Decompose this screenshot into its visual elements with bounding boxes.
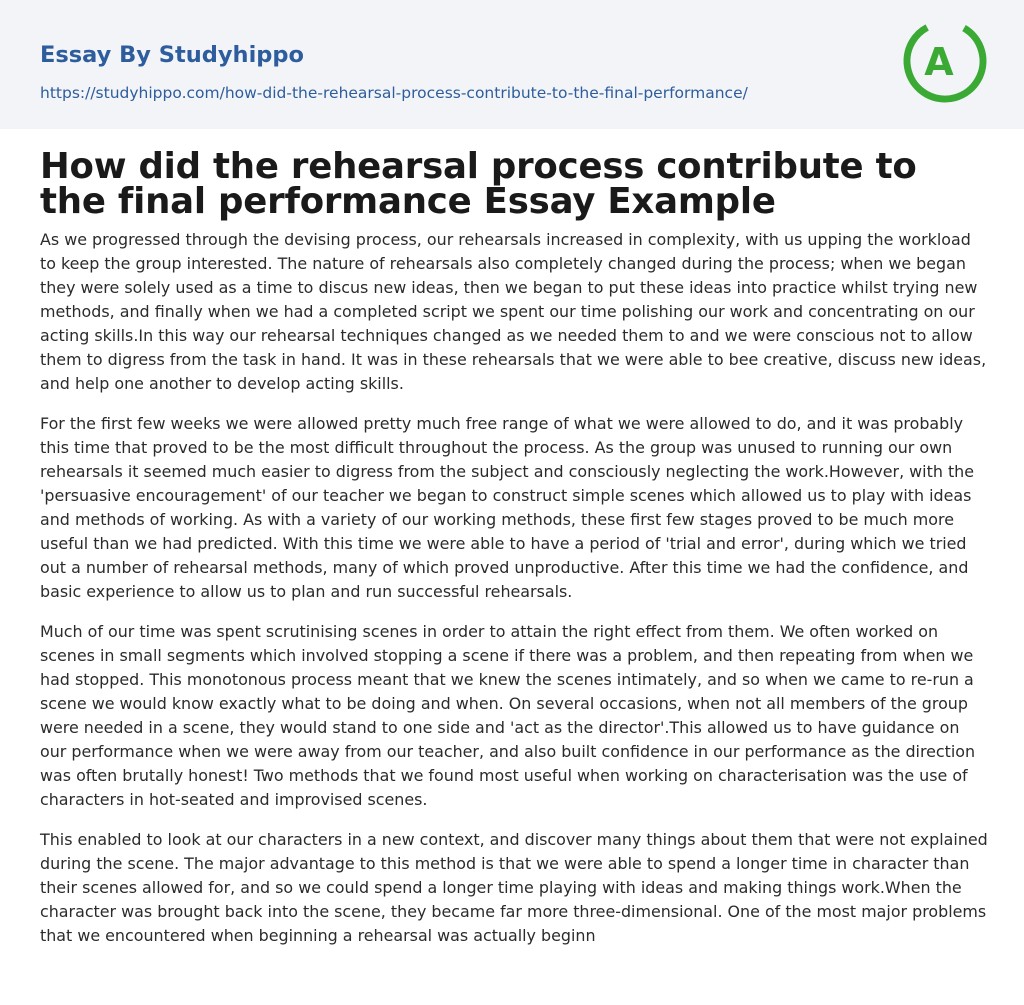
article-paragraph: As we progressed through the devising process, our rehearsals increased in complexity, with us upping the workload to keep the group interested. The nature of rehearsals also completely changed during the process; when we began they were solely used as a time to discus new ideas, then we began to put these ideas into practice whilst trying new methods, and finally when we had a completed script we spent our time polishing our work and concentrating on our acting skills.In this way our rehearsal techniques changed as we needed them to and we were conscious not to allow them to digress from the task in hand. It was in these rehearsals that we were able to bee creative, discuss new ideas, and help one another to develop acting skills. — [40, 230, 987, 393]
page-url-link[interactable]: https://studyhippo.com/how-did-the-rehearsal-process-contribute-to-the-final-performance/ — [40, 84, 748, 102]
article-paragraph: Much of our time was spent scrutinising scenes in order to attain the right effect from them. We often worked on scenes in small segments which involved stopping a scene if there was a problem, and then repeating from when we had stopped. This monotonous process meant that we knew the scenes intimately, and so when we came to re-run a scene we would know exactly what to be doing and when. On several occasions, when not all members of the group were needed in a scene, they would stand to one side and 'act as the director'.This allowed us to have guidance on our performance when we were away from our teacher, and also built confidence in our performance as the direction was often brutally honest! Two methods that we found most useful when working on characterisation was the use of characters in hot-seated and improvised scenes. — [40, 622, 976, 809]
article-body — [40, 228, 990, 964]
article-paragraph: For the first few weeks we were allowed pretty much free range of what we were allowed to do, and it was probably this time that proved to be the most difficult throughout the process. As the group was unused to running our own rehearsals it seemed much easier to digress from the subject and consciously neglecting the work.However, with the 'persuasive encouragement' of our teacher we began to construct simple scenes which allowed us to play with ideas and methods of working. As with a variety of our working methods, these first few stages proved to be much more useful than we had predicted. With this time we were able to have a period of 'trial and error', during which we tried out a number of rehearsal methods, many of which proved unproductive. After this time we had the confidence, and basic experience to allow us to plan and run successful rehearsals. — [40, 414, 975, 601]
site-header — [0, 0, 1024, 129]
logo-letter: A — [924, 40, 954, 84]
site-brand[interactable]: Essay By Studyhippo — [40, 42, 304, 68]
studyhippo-logo-icon[interactable] — [902, 18, 988, 104]
article-paragraph: This enabled to look at our characters in a new context, and discover many things about them that were not explained during the scene. The major advantage to this method is that we were able to spend a longer time in character than their scenes allowed for, and so we could spend a longer time playing with ideas and making things work.When the character was brought back into the scene, they became far more three-dimensional. One of the most major problems that we encountered when beginning a rehearsal was actually beginn — [40, 830, 988, 945]
article-title: How did the rehearsal process contribute to the final performance Essay Example — [40, 146, 917, 222]
